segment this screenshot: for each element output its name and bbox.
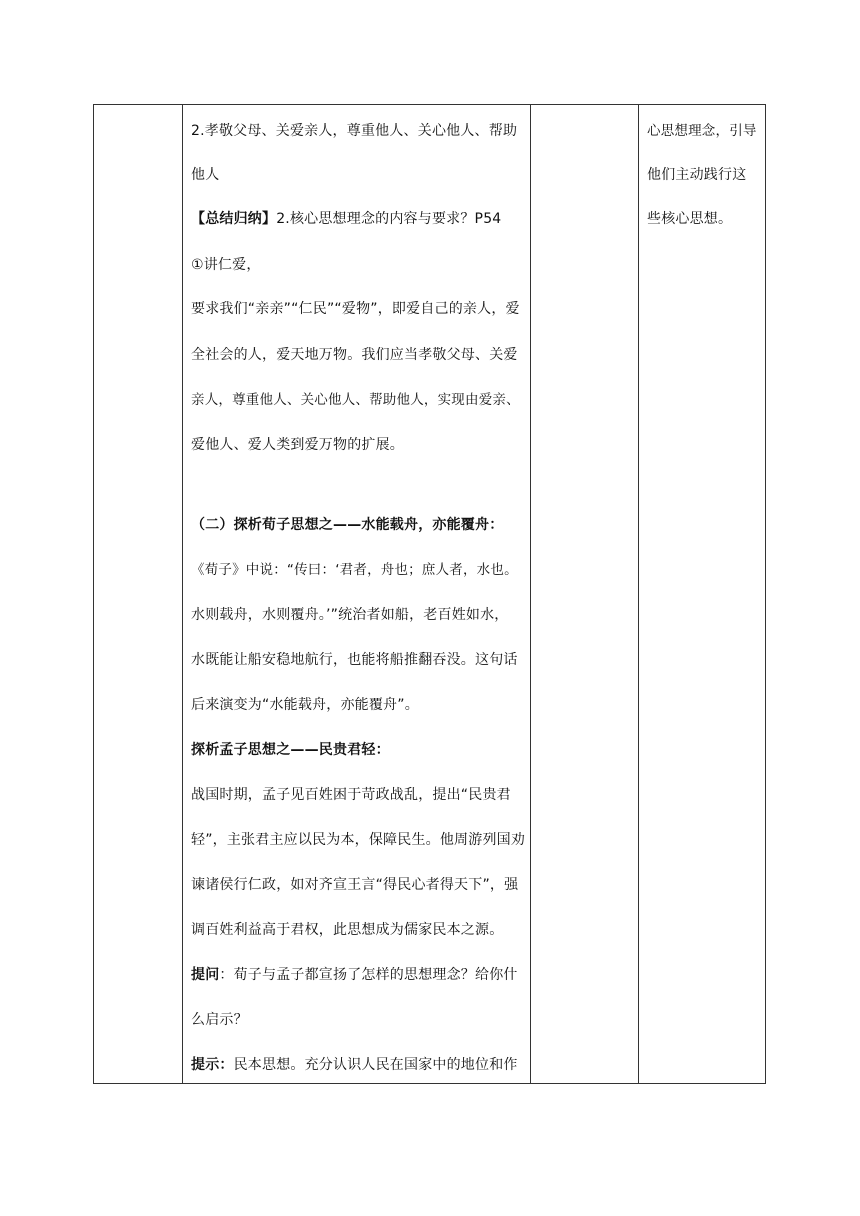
text-segment: 爱他人、爱人类到爱万物的扩展。 [191, 437, 404, 453]
hint-line [191, 1055, 518, 1075]
bold-text-segment: 探析孟子思想之——民贵君轻： [191, 742, 390, 758]
text-line [191, 255, 261, 275]
text-segment: 谏诸侯行仁政，如对齐宣王言“得民心者得天下”，强 [191, 877, 519, 893]
text-line [191, 560, 518, 580]
table-cell-left-empty [94, 105, 182, 1083]
text-segment: ：荀子与孟子都宣扬了怎样的思想理念？给你什 [219, 967, 518, 983]
bold-text-segment: 提示： [191, 1057, 234, 1073]
text-line [647, 121, 757, 141]
text-segment: 后来演变为“水能载舟，亦能覆舟”。 [191, 697, 419, 713]
text-segment: 水则载舟，水则覆舟。’”统治者如船，老百姓如水， [191, 607, 509, 623]
section-heading [191, 740, 390, 760]
text-segment: ①讲仁爱， [191, 257, 261, 273]
text-line [191, 920, 503, 940]
text-line [191, 390, 520, 410]
text-segment: 亲人，尊重他人、关心他人、帮助他人，实现由爱亲、 [191, 392, 520, 408]
text-line [191, 830, 525, 850]
text-segment: 他们主动践行这 [647, 167, 747, 183]
table-cell-teaching-content [183, 105, 529, 1083]
text-line [191, 165, 219, 185]
text-segment: 么启示？ [191, 1012, 248, 1028]
text-line [191, 650, 518, 670]
section-heading [191, 515, 503, 535]
text-line [191, 121, 517, 141]
text-segment: 轻”，主张君主应以民为本，保障民生。他周游列国劝 [191, 832, 526, 848]
text-segment: 民本思想。充分认识人民在国家中的地位和作 [233, 1057, 518, 1073]
text-line [191, 785, 511, 805]
bold-text-segment: 【总结归纳】 [191, 211, 277, 227]
bold-text-segment: 提问 [191, 967, 220, 983]
text-segment: 些核心思想。 [647, 211, 733, 227]
text-line [647, 209, 732, 229]
text-line [191, 345, 518, 365]
text-line [191, 605, 509, 625]
text-line [191, 695, 419, 715]
text-segment: 心思想理念，引导 [647, 123, 757, 139]
text-segment: 《荀子》中说：“传曰：‘君者，舟也；庶人者，水也。 [191, 562, 518, 578]
text-segment: 2.孝敬父母、关爱亲人，尊重他人、关心他人、帮助 [191, 123, 518, 139]
text-segment: 2.核心思想理念的内容与要求？P54 [276, 211, 502, 227]
text-line [191, 299, 520, 319]
bold-text-segment: （二）探析荀子思想之——水能载舟，亦能覆舟： [191, 517, 504, 533]
text-segment: 调百姓利益高于君权，此思想成为儒家民本之源。 [191, 922, 504, 938]
text-segment: 他人 [191, 167, 220, 183]
text-line [647, 165, 746, 185]
lesson-table [93, 104, 766, 1084]
question-line [191, 965, 518, 985]
text-line [191, 1010, 248, 1030]
text-line [191, 209, 501, 229]
text-segment: 战国时期，孟子见百姓困于苛政战乱，提出“民贵君 [191, 787, 511, 803]
text-line [191, 435, 404, 455]
table-cell-empty [531, 105, 638, 1083]
table-cell-design-intent [639, 105, 764, 1083]
text-line [191, 875, 518, 895]
text-segment: 要求我们“亲亲”“仁民”“爱物”，即爱自己的亲人，爱 [191, 301, 520, 317]
text-segment: 全社会的人，爱天地万物。我们应当孝敬父母、关爱 [191, 347, 518, 363]
text-segment: 水既能让船安稳地航行，也能将船推翻吞没。这句话 [191, 652, 518, 668]
